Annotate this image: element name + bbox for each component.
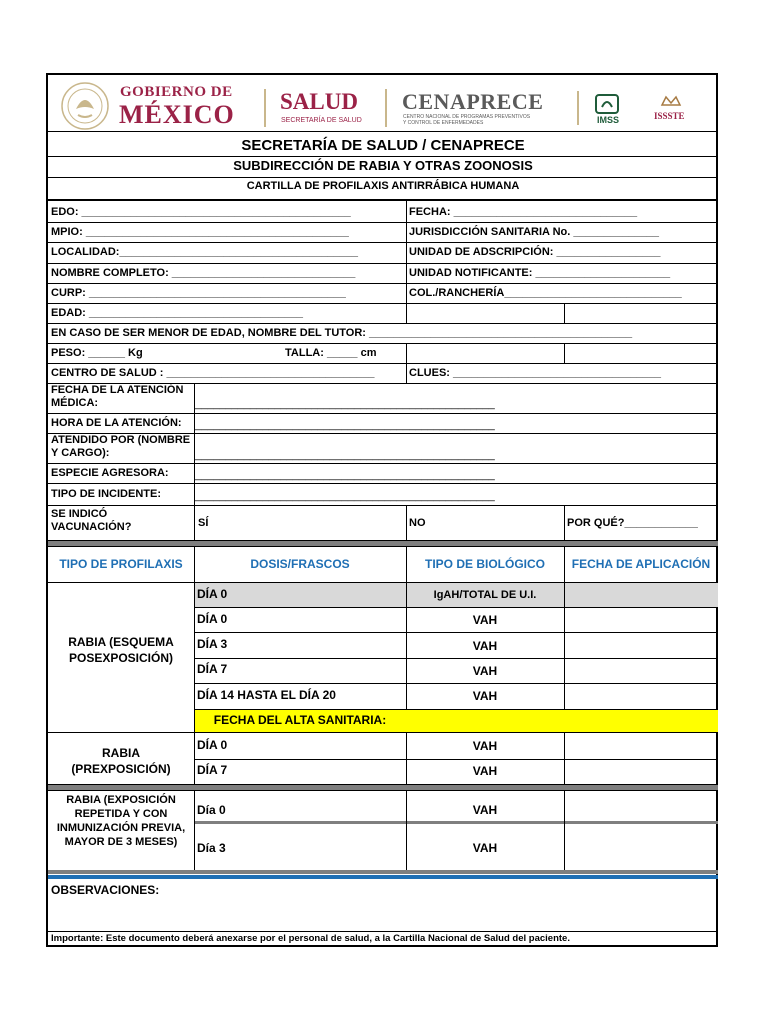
logo-divider bbox=[577, 91, 579, 125]
field-unidad-adscripcion[interactable]: UNIDAD DE ADSCRIPCIÓN: _________________ bbox=[409, 246, 661, 258]
field-clues[interactable]: CLUES: __________________________________ bbox=[409, 367, 662, 379]
field-curp[interactable]: CURP: __________________________________________ bbox=[51, 287, 346, 299]
rule bbox=[48, 732, 718, 733]
rule bbox=[48, 156, 718, 157]
section-divider bbox=[48, 870, 718, 874]
label-especie: ESPECIE AGRESORA: bbox=[51, 467, 169, 479]
dose-rep-0: Día 0 bbox=[197, 803, 226, 817]
field-por-que[interactable]: POR QUÉ?____________ bbox=[567, 517, 698, 529]
rule bbox=[48, 242, 718, 243]
field-nombre[interactable]: NOMBRE COMPLETO: ______________________________ bbox=[51, 267, 356, 279]
field-centro[interactable]: CENTRO DE SALUD : __________________________________ bbox=[51, 367, 375, 379]
field-edad[interactable]: EDAD: ___________________________________ bbox=[51, 307, 304, 319]
rule bbox=[406, 732, 407, 784]
rule bbox=[48, 931, 718, 932]
form-title: SECRETARÍA DE SALUD / CENAPRECE bbox=[241, 137, 525, 154]
field-unidad-notificante[interactable]: UNIDAD NOTIFICANTE: ______________________ bbox=[409, 267, 671, 279]
cenaprece-logo: CENAPRECE bbox=[402, 89, 544, 114]
rule bbox=[564, 505, 565, 540]
field-localidad[interactable]: LOCALIDAD:_______________________________________ bbox=[51, 246, 359, 258]
label-alta-sanitaria: FECHA DEL ALTA SANITARIA: bbox=[213, 713, 387, 727]
bio-rep-1: VAH bbox=[472, 841, 498, 855]
col-header-biologico: TIPO DE BIOLÓGICO bbox=[424, 557, 545, 571]
logo-divider bbox=[385, 89, 387, 127]
field-jurisdiccion[interactable]: JURISDICCIÓN SANITARIA No. ______________ bbox=[409, 226, 660, 238]
logo-divider bbox=[264, 89, 266, 127]
rule bbox=[194, 607, 718, 608]
rule bbox=[194, 546, 195, 784]
rule bbox=[194, 759, 718, 760]
rule bbox=[48, 790, 718, 791]
gobierno-line1: GOBIERNO DE bbox=[120, 84, 233, 100]
bio-post-4: VAH bbox=[472, 689, 498, 703]
form-subtitle: SUBDIRECCIÓN DE RABIA Y OTRAS ZOONOSIS bbox=[233, 158, 533, 173]
rule bbox=[406, 505, 407, 540]
issste-logo-icon bbox=[660, 93, 682, 109]
field-mpio[interactable]: MPIO: ___________________________________________ bbox=[51, 226, 349, 238]
label-tipo-incidente: TIPO DE INCIDENTE: bbox=[51, 488, 162, 500]
line-atendido-por[interactable]: _________________________________________________ bbox=[195, 449, 495, 461]
option-no[interactable]: NO bbox=[409, 517, 426, 529]
rule bbox=[48, 483, 718, 484]
rule bbox=[48, 463, 718, 464]
field-tutor[interactable]: EN CASO DE SER MENOR DE EDAD, NOMBRE DEL TUTOR: ___________________________________________ bbox=[51, 327, 633, 339]
rule bbox=[406, 199, 407, 323]
bio-post-1: VAH bbox=[472, 613, 498, 627]
rule bbox=[194, 683, 718, 684]
form-subtitle-2: CARTILLA DE PROFILAXIS ANTIRRÁBICA HUMANA bbox=[246, 180, 520, 192]
rule bbox=[564, 303, 565, 323]
dose-post-2: DÍA 3 bbox=[197, 637, 228, 651]
cenaprece-sub1: CENTRO NACIONAL DE PROGRAMAS PREVENTIVOS bbox=[403, 114, 531, 120]
observaciones-area[interactable] bbox=[48, 899, 718, 931]
bio-post-0: IgAH/TOTAL DE U.I. bbox=[433, 589, 537, 601]
coat-of-arms-icon bbox=[54, 79, 116, 131]
imss-logo-text: IMSS bbox=[597, 115, 620, 125]
dose-pre-1: DÍA 7 bbox=[197, 763, 228, 777]
rule bbox=[48, 546, 718, 547]
salud-logo-sub: SECRETARÍA DE SALUD bbox=[281, 117, 362, 124]
line-especie[interactable]: _________________________________________________ bbox=[195, 469, 495, 481]
rule bbox=[48, 283, 718, 284]
rule bbox=[406, 790, 407, 870]
dose-post-0: DÍA 0 bbox=[197, 587, 228, 601]
label-observaciones: OBSERVACIONES: bbox=[51, 883, 160, 897]
line-tipo-incidente[interactable]: _________________________________________________ bbox=[195, 490, 495, 502]
rule bbox=[564, 790, 565, 870]
rule bbox=[194, 790, 195, 870]
issste-logo-text: ISSSTE bbox=[654, 111, 685, 121]
rule bbox=[48, 505, 718, 506]
dose-post-4: DÍA 14 HASTA EL DÍA 20 bbox=[197, 688, 336, 702]
label-vacunacion: SE INDICÓ VACUNACIÓN? bbox=[51, 508, 132, 533]
rule bbox=[194, 709, 718, 710]
dose-rep-1: Día 3 bbox=[197, 841, 226, 855]
rule bbox=[564, 732, 565, 784]
rule bbox=[48, 303, 718, 304]
rule bbox=[48, 263, 718, 264]
imss-logo-icon bbox=[594, 93, 620, 115]
blue-divider bbox=[48, 875, 718, 879]
line-hora-atencion[interactable]: _________________________________________________ bbox=[195, 419, 495, 431]
bio-rep-0: VAH bbox=[472, 803, 498, 817]
col-header-fecha-aplicacion: FECHA DE APLICACIÓN bbox=[571, 557, 711, 571]
field-edo[interactable]: EDO: ____________________________________________ bbox=[51, 206, 351, 218]
importante-note: Importante: Este documento deberá anexarse por el personal de salud, a la Cartilla Nacional de Salud del paciente. bbox=[51, 933, 570, 944]
rule bbox=[406, 546, 407, 709]
field-peso[interactable]: PESO: ______ Kg bbox=[51, 347, 143, 359]
rule bbox=[48, 222, 718, 223]
rule bbox=[194, 658, 718, 659]
label-prexposicion: RABIA (PREXPOSICIÓN) bbox=[71, 746, 171, 776]
bio-post-2: VAH bbox=[472, 639, 498, 653]
gobierno-line2: MÉXICO bbox=[119, 100, 235, 129]
label-fecha-atencion: FECHA DE LA ATENCIÓN MÉDICA: bbox=[51, 384, 184, 409]
rule bbox=[48, 323, 718, 324]
rule bbox=[194, 632, 718, 633]
rule bbox=[564, 546, 565, 709]
label-posexposicion: RABIA (ESQUEMA POSEXPOSICIÓN) bbox=[68, 635, 174, 665]
bio-post-3: VAH bbox=[472, 664, 498, 678]
section-divider bbox=[194, 821, 718, 824]
rule bbox=[48, 413, 718, 414]
option-si[interactable]: SÍ bbox=[198, 517, 209, 529]
cenaprece-sub2: Y CONTROL DE ENFERMEDADES bbox=[403, 120, 484, 126]
col-header-dosis: DOSIS/FRASCOS bbox=[250, 557, 350, 571]
field-fecha[interactable]: FECHA: ______________________________ bbox=[409, 206, 638, 218]
rule bbox=[48, 343, 718, 344]
field-talla[interactable]: TALLA: _____ cm bbox=[285, 347, 377, 359]
form-sheet bbox=[46, 73, 718, 947]
rule bbox=[48, 131, 718, 132]
dose-post-1: DÍA 0 bbox=[197, 612, 228, 626]
rule bbox=[48, 199, 718, 201]
dose-post-3: DÍA 7 bbox=[197, 662, 228, 676]
rule bbox=[564, 343, 565, 363]
label-atendido-por: ATENDIDO POR (NOMBRE Y CARGO): bbox=[51, 434, 191, 459]
salud-logo: SALUD bbox=[280, 89, 358, 114]
dose-pre-0: DÍA 0 bbox=[197, 738, 228, 752]
label-hora-atencion: HORA DE LA ATENCIÓN: bbox=[51, 417, 182, 429]
bio-pre-1: VAH bbox=[472, 764, 498, 778]
bio-pre-0: VAH bbox=[472, 739, 498, 753]
field-colonia[interactable]: COL./RANCHERÍA_____________________________ bbox=[409, 287, 682, 299]
line-fecha-atencion[interactable]: _________________________________________________ bbox=[195, 398, 495, 410]
label-exposicion-repetida: RABIA (EXPOSICIÓN REPETIDA Y CON INMUNIZACIÓN PREVIA, MAYOR DE 3 MESES) bbox=[56, 794, 186, 848]
rule bbox=[48, 177, 718, 178]
rule bbox=[48, 363, 718, 364]
rule bbox=[406, 343, 407, 383]
col-header-tipo-profilaxis: TIPO DE PROFILAXIS bbox=[59, 557, 183, 571]
